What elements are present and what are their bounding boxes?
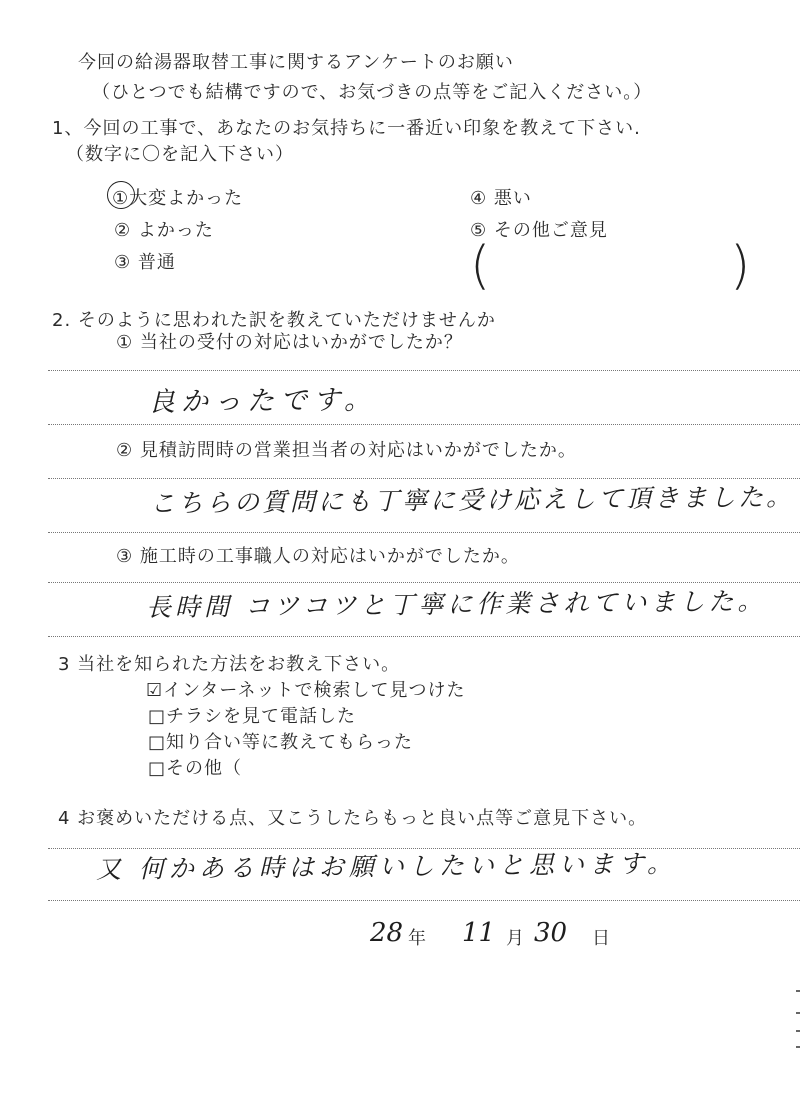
date-year-label: 年 — [408, 928, 427, 949]
q4-heading: 4 お褒めいただける点、又こうしたらもっと良い点等ご意見下さい。 — [58, 808, 648, 829]
scan-mark — [796, 990, 800, 992]
q3-option-flyer[interactable]: □チラシを見て電話した — [148, 706, 357, 727]
q1-option-1[interactable]: ①大変よかった — [112, 188, 244, 209]
q2-sub2-answer[interactable]: こちらの質問にも丁寧に受け応えして頂きました。 — [149, 482, 795, 518]
q2-sub3-answer[interactable]: 長時間 コツコツと丁寧に作業されていました。 — [145, 586, 767, 622]
scan-mark — [796, 1046, 800, 1048]
date-day-label: 日 — [592, 928, 611, 949]
q3-heading: 3 当社を知られた方法をお教え下さい。 — [58, 654, 401, 675]
q1-heading: 1、今回の工事で、あなたのお気持ちに一番近い印象を教えて下さい. — [52, 118, 641, 139]
q2-sub2-line-bottom — [48, 532, 800, 533]
q2-sub3-question: ③ 施工時の工事職人の対応はいかがでしたか。 — [116, 546, 520, 567]
q1-option-4[interactable]: ④ 悪い — [470, 188, 532, 209]
form-subtitle: （ひとつでも結構ですので、お気づきの点等をご記入ください。） — [92, 82, 653, 103]
q1-option-3[interactable]: ③ 普通 — [114, 252, 176, 273]
q1-option-5[interactable]: ⑤ その他ご意見 — [470, 220, 608, 241]
q2-heading: 2. そのように思われた訳を教えていただけませんか — [52, 310, 496, 331]
q3-option-internet[interactable]: ☑インターネットで検索して見つけた — [146, 680, 466, 701]
q2-sub1-line-top — [48, 370, 800, 371]
q3-option-other[interactable]: □その他（ — [148, 758, 243, 779]
other-open-paren: ( — [470, 236, 491, 296]
q2-sub1-question: ① 当社の受付の対応はいかがでしたか？ — [116, 332, 463, 353]
form-title: 今回の給湯器取替工事に関するアンケートのお願い — [78, 52, 514, 73]
q4-line-bottom — [48, 900, 800, 901]
q2-sub1-answer[interactable]: 良かったです。 — [147, 384, 378, 418]
q4-answer[interactable]: 又 何かある時はお願いしたいと思います。 — [95, 848, 678, 884]
other-close-paren: ) — [730, 236, 751, 296]
q1-option-2[interactable]: ② よかった — [114, 220, 214, 241]
scan-mark — [796, 1012, 800, 1014]
q2-sub3-line-bottom — [48, 636, 800, 637]
date-month-label: 月 — [506, 928, 525, 949]
q3-option-acquaintance[interactable]: □知り合い等に教えてもらった — [148, 732, 414, 753]
date-year[interactable]: 28 — [370, 918, 404, 948]
date-day[interactable]: 30 — [534, 918, 568, 948]
date-month[interactable]: 11 — [462, 918, 496, 948]
scan-mark — [796, 1030, 800, 1032]
q2-sub1-line-bottom — [48, 424, 800, 425]
q2-sub2-question: ② 見積訪問時の営業担当者の対応はいかがでしたか。 — [116, 440, 577, 461]
q1-instruction: （数字に〇を記入下さい） — [66, 144, 294, 165]
